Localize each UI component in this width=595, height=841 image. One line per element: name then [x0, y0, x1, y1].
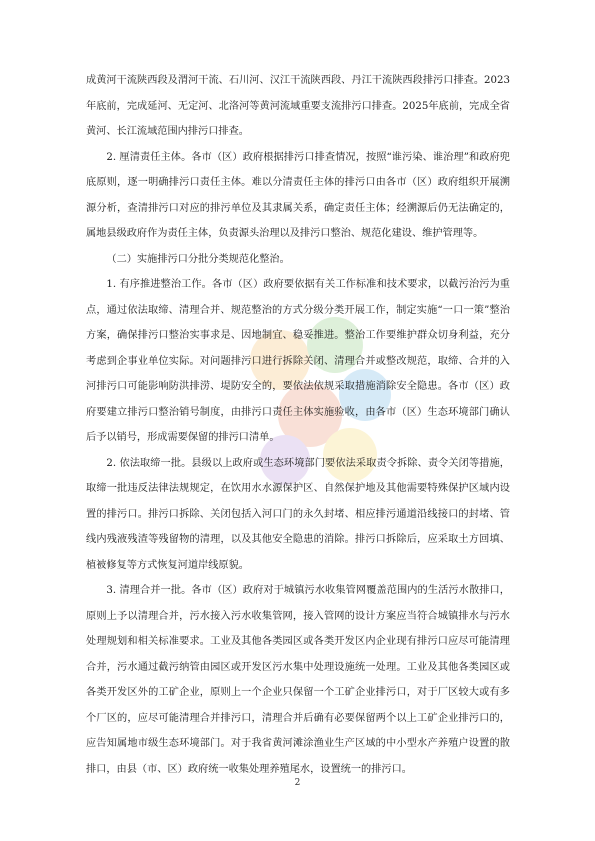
section-heading: （二）实施排污口分批分类规范化整治。 — [106, 253, 290, 265]
body-text — [86, 68, 510, 782]
paragraph-4: 1. 有序推进整治工作。各市（区）政府要依据有关工作标准和技术要求，以截污治污为重点，通过依法取缔、清理合并、规范整治的方式分级分类开展工作，制定实施“一口一策”整治方案，确保排污口整治实事求是、因地制宜、稳妥推进。整治工作要维护群众切身利益，充分考虑到企事业单位实际。对问题排污口进行拆除关闭、清理合并或整改规范，取缔、合并的入河排污口可能影响防洪排涝、堤防安全的，要依法依规采取措施消除安全隐患。各市（区）政府要建立排污口整治销号制度，由排污口责任主体实施验收，由各市（区）生态环境部门确认后予以销号，形成需要保留的排污口清单。 — [86, 279, 510, 443]
paragraph-1: 成黄河干流陕西段及渭河干流、石川河、汉江干流陕西段、丹江干流陕西段排污口排查。2023年底前，完成延河、无定河、北洛河等黄河流域重要支流排污口排查。2025年底前，完成全省黄河、长江流域范围内排污口排查。 — [86, 75, 510, 137]
page-number: 2 — [294, 778, 301, 788]
paragraph-6: 3. 清理合并一批。各市（区）政府对于城镇污水收集管网覆盖范围内的生活污水散排口，原则上予以清理合并，污水接入污水收集管网，接入管网的设计方案应当符合城镇排水与污水处理规划和相关标准要求。工业及其他各类园区或各类开发区内企业现有排污口应尽可能清理合并，污水通过截污纳管由园区或开发区污水集中处理设施统一处理。工业及其他各类园区或各类开发区外的工矿企业，原则上一个企业只保留一个工矿企业排污口，对于厂区较大或有多个厂区的，应尽可能清理合并排污口，清理合并后确有必要保留两个以上工矿企业排污口的，应告知属地市级生态环境部门。对于我省黄河滩涂渔业生产区域的中小型水产养殖户设置的散排口，由县（市、区）政府统一收集处理养殖尾水，设置统一的排污口。 — [86, 585, 510, 775]
paragraph-5: 2. 依法取缔一批。县级以上政府或生态环境部门要依法采取责令拆除、责令关闭等措施，取缔一批违反法律法规规定，在饮用水水源保护区、自然保护地及其他需要特殊保护区域内设置的排污口。排污口拆除、关闭包括入河口门的永久封堵、相应排污通道沿线接口的封堵、管线内残液残渣等残留物的清理，以及其他安全隐患的消除。排污口拆除后，应采取土方回填、植被修复等方式恢复河道岸线原貌。 — [86, 457, 510, 571]
paragraph-2: 2. 厘清责任主体。各市（区）政府根据排污口排查情况，按照“谁污染、谁治理”和政府兜底原则，逐一明确排污口责任主体。难以分清责任主体的排污口由各市（区）政府组织开展溯源分析，查清排污口对应的排污单位及其隶属关系，确定责任主体；经溯源后仍无法确定的，属地县级政府作为责任主体，负责源头治理以及排污口整治、规范化建设、维护管理等。 — [86, 151, 510, 239]
